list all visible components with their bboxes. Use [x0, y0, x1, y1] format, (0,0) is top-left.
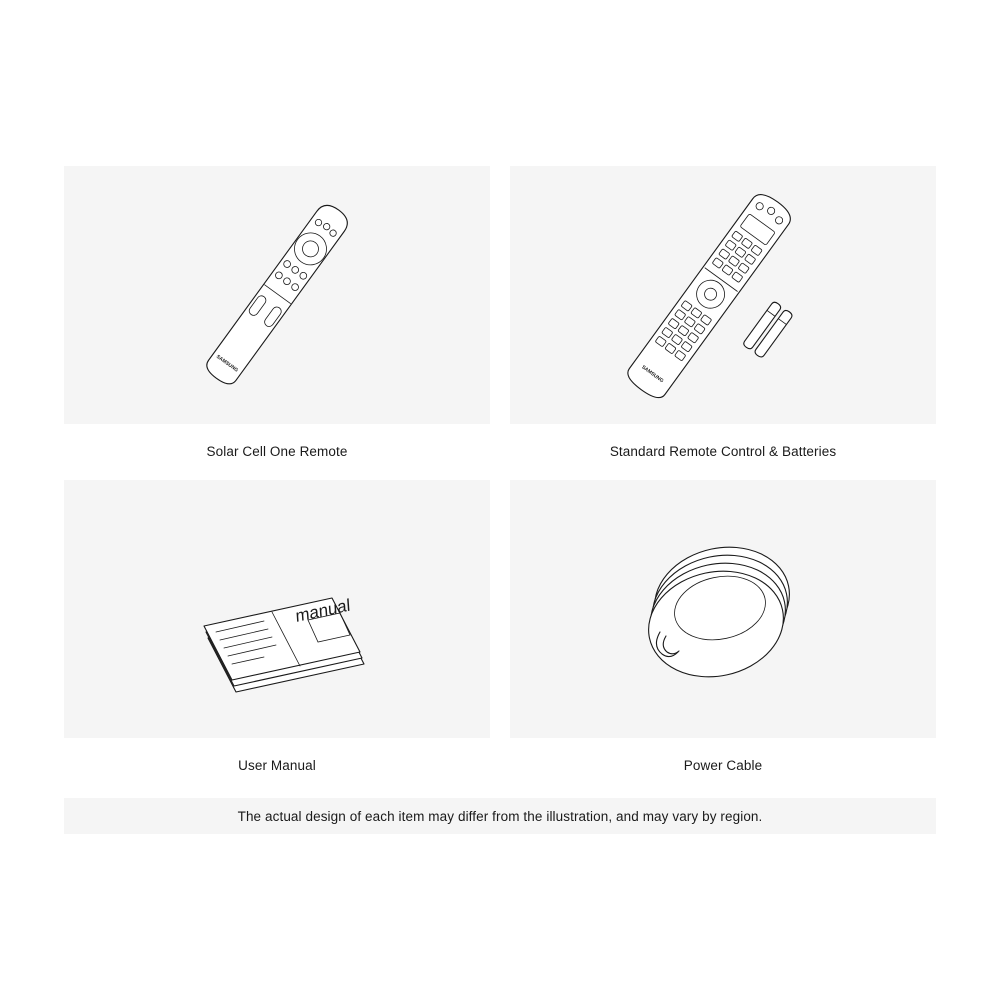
power-cable-icon: [510, 480, 936, 738]
accessory-caption: User Manual: [238, 758, 316, 773]
disclaimer-note: The actual design of each item may differ from the illustration, and may vary by region.: [64, 798, 936, 834]
accessory-card-user-manual: [64, 480, 500, 794]
slim-remote-icon: [64, 166, 490, 424]
manual-cover-text: manual: [294, 595, 351, 627]
accessory-card-standard-remote: [500, 166, 936, 480]
user-manual-icon: [64, 480, 490, 738]
accessory-image-user-manual: [64, 480, 490, 738]
accessory-card-solar-remote: [64, 166, 500, 480]
accessory-image-standard-remote: [510, 166, 936, 424]
brand-label: SAMSUNG: [214, 353, 240, 374]
brand-label: SAMSUNG: [640, 364, 665, 385]
standard-remote-batteries-icon: [510, 166, 936, 424]
accessories-grid: [64, 166, 936, 794]
batteries-icon: [742, 301, 793, 359]
accessory-caption: Standard Remote Control & Batteries: [609, 444, 837, 459]
accessory-image-power-cable: [510, 480, 936, 738]
accessory-card-power-cable: [500, 480, 936, 794]
accessory-image-solar-remote: [64, 166, 490, 424]
accessory-caption: Solar Cell One Remote: [206, 444, 348, 459]
accessory-caption: Power Cable: [683, 758, 763, 773]
